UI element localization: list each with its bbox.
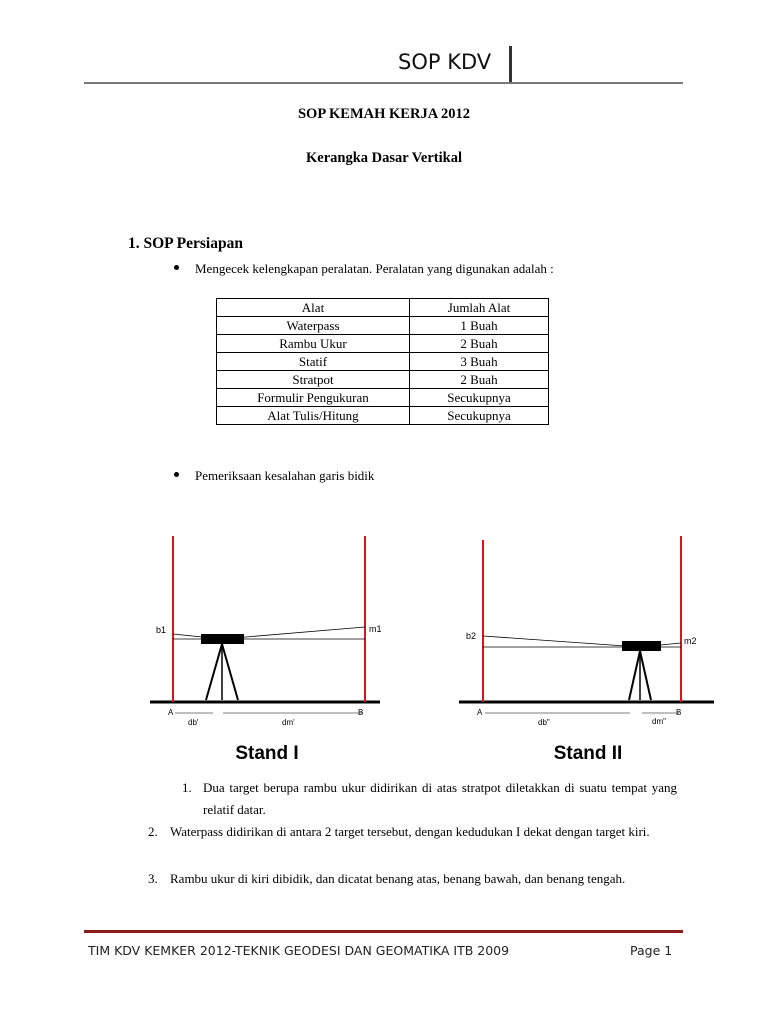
m1-label: m1 (369, 624, 382, 634)
stand-2-title: Stand II (553, 743, 623, 764)
line-of-sight-figure (0, 520, 768, 770)
tripod-leg (629, 651, 640, 700)
table-row (217, 353, 549, 371)
stand-1-title: Stand I (235, 743, 299, 764)
table-cell: Formulir Pengukuran (217, 389, 410, 407)
bullet-dot (174, 265, 179, 270)
point-b-label: B (676, 708, 682, 717)
table-header-cell: Alat (217, 299, 410, 317)
equipment-table (216, 298, 549, 425)
level-instrument (201, 634, 244, 644)
step-number: 1. (182, 780, 192, 795)
section-heading: 1. SOP Persiapan (128, 235, 243, 252)
bullet-text: Mengecek kelengkapan peralatan. Peralatan yang digunakan adalah : (195, 261, 554, 276)
stand-2-diagram (459, 536, 714, 764)
footer-text: TIM KDV KEMKER 2012-TEKNIK GEODESI DAN GEOMATIKA ITB 2009 (88, 943, 510, 958)
bullet-dot (174, 472, 179, 477)
page-number: Page 1 (630, 943, 673, 958)
b1-label: b1 (156, 625, 167, 635)
point-a-label: A (477, 708, 483, 717)
step-text: Rambu ukur di kiri dibidik, dan dicatat benang atas, benang bawah, dan benang tengah. (170, 871, 626, 886)
footer-rule (84, 930, 683, 933)
point-a-label: A (168, 708, 174, 717)
table-cell: 3 Buah (410, 353, 549, 371)
table-row (217, 317, 549, 335)
header-divider (509, 46, 512, 82)
b2-label: b2 (466, 631, 477, 641)
header-title: SOP KDV (398, 50, 492, 74)
step-text: Waterpass didirikan di antara 2 target tersebut, dengan kedudukan I dekat dengan target kiri. (170, 824, 650, 839)
header-rule (84, 82, 683, 84)
table-row (217, 407, 549, 425)
table-cell: Stratpot (217, 371, 410, 389)
dm-label: dm" (652, 717, 666, 726)
db-label: db' (188, 718, 199, 727)
tripod-leg (206, 644, 222, 700)
table-header-row (217, 299, 549, 317)
document-subtitle: Kerangka Dasar Vertikal (305, 150, 463, 166)
table-header-cell: Jumlah Alat (410, 299, 549, 317)
table-row (217, 335, 549, 353)
table-cell: 2 Buah (410, 335, 549, 353)
table-cell: Alat Tulis/Hitung (217, 407, 410, 425)
table-cell: Statif (217, 353, 410, 371)
table-cell: Secukupnya (410, 389, 549, 407)
table-cell: Rambu Ukur (217, 335, 410, 353)
level-instrument (622, 641, 661, 651)
table-row (217, 371, 549, 389)
table-cell: Secukupnya (410, 407, 549, 425)
step-number: 2. (148, 824, 158, 839)
m2-label: m2 (684, 636, 697, 646)
tripod-leg (640, 651, 651, 700)
dm-label: dm' (282, 718, 295, 727)
sight-line (483, 636, 640, 647)
step-number: 3. (148, 871, 158, 886)
table-cell: 2 Buah (410, 371, 549, 389)
table-row (217, 389, 549, 407)
document-title: SOP KEMAH KERJA 2012 (297, 106, 470, 122)
bullet-text: Pemeriksaan kesalahan garis bidik (195, 468, 375, 483)
table-cell: Waterpass (217, 317, 410, 335)
point-b-label: B (358, 708, 364, 717)
tripod-leg (222, 644, 238, 700)
step-text: Dua target berupa rambu ukur didirikan di atas stratpot diletakkan di suatu tempat yang relatif datar. (203, 780, 677, 817)
db-label: db" (538, 718, 550, 727)
stand-1-diagram (150, 536, 382, 764)
table-cell: 1 Buah (410, 317, 549, 335)
